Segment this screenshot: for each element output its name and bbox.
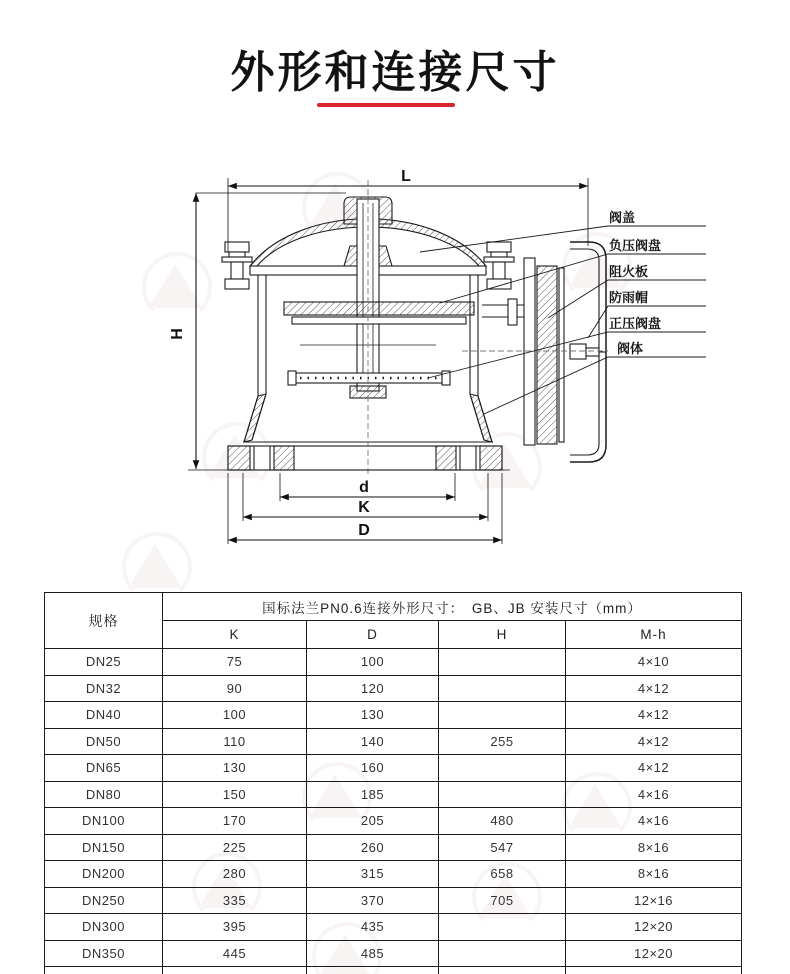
cell-D bbox=[307, 967, 439, 974]
cell-K: 225 bbox=[163, 834, 307, 861]
right-bolt bbox=[484, 242, 514, 289]
cell-H: 255 bbox=[439, 728, 566, 755]
left-bolt bbox=[222, 242, 252, 289]
dim-label-K: K bbox=[358, 499, 370, 516]
dim-label-L: L bbox=[401, 168, 411, 185]
table-row bbox=[45, 914, 742, 941]
table-row bbox=[45, 675, 742, 702]
cell-spec: DN32 bbox=[45, 675, 163, 702]
cell-K: 445 bbox=[163, 940, 307, 967]
cell-Mh: 12×20 bbox=[566, 940, 742, 967]
cell-Mh: 4×12 bbox=[566, 755, 742, 782]
spec-column-header: 规格 bbox=[45, 593, 163, 649]
cell-K: 280 bbox=[163, 861, 307, 888]
cell-D: 120 bbox=[307, 675, 439, 702]
cell-H bbox=[439, 781, 566, 808]
part-label-rain-cap: 防雨帽 bbox=[609, 290, 649, 305]
cell-K: 110 bbox=[163, 728, 307, 755]
cell-spec: DN150 bbox=[45, 834, 163, 861]
cell-H: 547 bbox=[439, 834, 566, 861]
cell-spec: DN350 bbox=[45, 940, 163, 967]
cell-Mh: 4×12 bbox=[566, 728, 742, 755]
cell-spec: DN100 bbox=[45, 808, 163, 835]
table-row-partial bbox=[45, 967, 742, 974]
table-row bbox=[45, 887, 742, 914]
dim-label-D: D bbox=[358, 522, 370, 539]
part-label-pressure-disc: 正压阀盘 bbox=[609, 316, 662, 331]
cell-H: 658 bbox=[439, 861, 566, 888]
cell-Mh: 4×16 bbox=[566, 781, 742, 808]
column-header-Mh: M-h bbox=[566, 621, 742, 649]
cell-K: 335 bbox=[163, 887, 307, 914]
cell-Mh: 8×16 bbox=[566, 861, 742, 888]
cell-Mh: 12×20 bbox=[566, 914, 742, 941]
cell-Mh: 4×12 bbox=[566, 702, 742, 729]
cell-spec: DN200 bbox=[45, 861, 163, 888]
table-row bbox=[45, 834, 742, 861]
cell-H: 480 bbox=[439, 808, 566, 835]
cell-K: 100 bbox=[163, 702, 307, 729]
cell-K: 170 bbox=[163, 808, 307, 835]
column-header-D: D bbox=[307, 621, 439, 649]
table-row bbox=[45, 861, 742, 888]
cell-H bbox=[439, 649, 566, 676]
cell-K: 150 bbox=[163, 781, 307, 808]
column-header-H: H bbox=[439, 621, 566, 649]
table-row bbox=[45, 808, 742, 835]
cell-spec: DN65 bbox=[45, 755, 163, 782]
cell-H: 705 bbox=[439, 887, 566, 914]
cell-spec: DN50 bbox=[45, 728, 163, 755]
cell-D: 260 bbox=[307, 834, 439, 861]
cell-D: 370 bbox=[307, 887, 439, 914]
dim-label-d: d bbox=[359, 479, 369, 496]
valve-body-drawing bbox=[222, 197, 606, 470]
cell-K bbox=[163, 967, 307, 974]
cell-D: 435 bbox=[307, 914, 439, 941]
cell-H bbox=[439, 702, 566, 729]
cell-H bbox=[439, 675, 566, 702]
spec-table bbox=[44, 592, 742, 974]
cell-K: 75 bbox=[163, 649, 307, 676]
cell-Mh: 4×16 bbox=[566, 808, 742, 835]
part-label-vacuum-disc: 负压阀盘 bbox=[609, 238, 662, 253]
cell-D: 100 bbox=[307, 649, 439, 676]
part-label-valve-cover: 阀盖 bbox=[609, 210, 636, 225]
cell-spec: DN80 bbox=[45, 781, 163, 808]
cell-D: 485 bbox=[307, 940, 439, 967]
cell-Mh: 4×12 bbox=[566, 675, 742, 702]
cell-H bbox=[439, 755, 566, 782]
table-group-header: 国标法兰PN0.6连接外形尺寸： GB、JB 安装尺寸（mm） bbox=[163, 593, 742, 621]
cell-spec: DN250 bbox=[45, 887, 163, 914]
table-row bbox=[45, 702, 742, 729]
table-row bbox=[45, 728, 742, 755]
part-labels bbox=[609, 210, 661, 356]
cell-Mh: 4×10 bbox=[566, 649, 742, 676]
cell-H bbox=[439, 967, 566, 974]
cell-spec: DN40 bbox=[45, 702, 163, 729]
part-label-flame-plate: 阻火板 bbox=[609, 264, 649, 279]
page-title: 外形和连接尺寸 bbox=[230, 48, 560, 97]
cell-D: 185 bbox=[307, 781, 439, 808]
cell-D: 160 bbox=[307, 755, 439, 782]
cell-K: 130 bbox=[163, 755, 307, 782]
cell-Mh: 8×16 bbox=[566, 834, 742, 861]
cell-Mh bbox=[566, 967, 742, 974]
table-row bbox=[45, 781, 742, 808]
dim-label-H: H bbox=[169, 328, 186, 340]
cell-D: 315 bbox=[307, 861, 439, 888]
cell-H bbox=[439, 940, 566, 967]
cell-Mh: 12×16 bbox=[566, 887, 742, 914]
table-row bbox=[45, 649, 742, 676]
table-row bbox=[45, 755, 742, 782]
cell-D: 130 bbox=[307, 702, 439, 729]
cell-K: 90 bbox=[163, 675, 307, 702]
cell-D: 205 bbox=[307, 808, 439, 835]
part-label-valve-body: 阀体 bbox=[617, 341, 644, 356]
table-row bbox=[45, 940, 742, 967]
cell-spec bbox=[45, 967, 163, 974]
cell-H bbox=[439, 914, 566, 941]
column-header-K: K bbox=[163, 621, 307, 649]
cell-D: 140 bbox=[307, 728, 439, 755]
cell-K: 395 bbox=[163, 914, 307, 941]
spec-table-body bbox=[45, 649, 742, 974]
cell-spec: DN25 bbox=[45, 649, 163, 676]
cell-spec: DN300 bbox=[45, 914, 163, 941]
